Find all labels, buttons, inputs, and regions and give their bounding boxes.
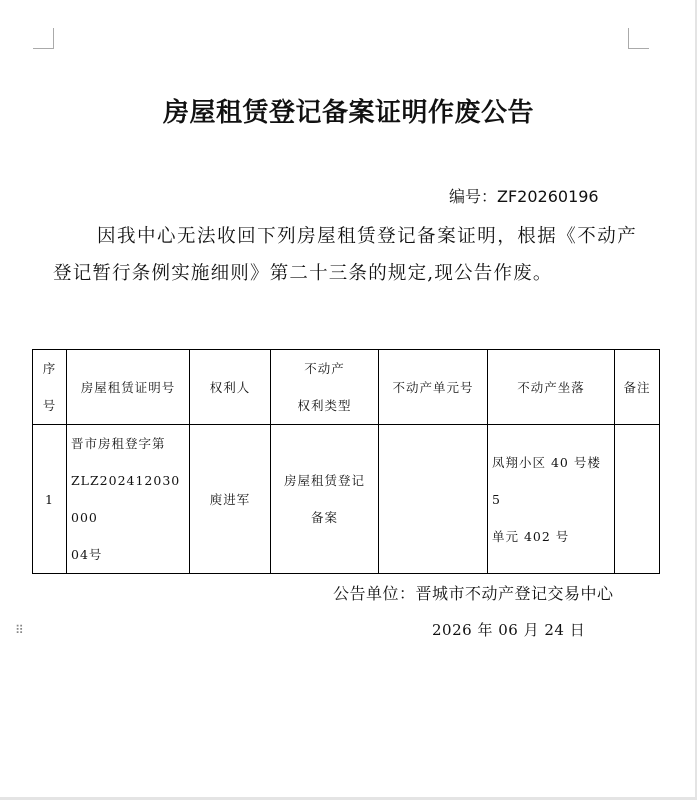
header-right-type: [271, 350, 379, 425]
crop-mark-top-right: [628, 28, 649, 49]
void-notice-table: [32, 349, 660, 574]
table-header-row: [33, 350, 660, 425]
cell-cert-no-line-1: 晋市房租登字第: [71, 436, 166, 451]
header-holder: 权利人: [190, 350, 271, 425]
drag-handle-icon[interactable]: ⠿: [15, 623, 24, 637]
cell-cert-no: [67, 425, 190, 574]
cell-remark: [615, 425, 660, 574]
cell-location: [488, 425, 615, 574]
cell-right-type-line-1: 房屋租赁登记: [283, 473, 365, 488]
cell-location-line-1: 凤翔小区 40 号楼 5: [492, 454, 601, 507]
cell-right-type: [271, 425, 379, 574]
table-row: [33, 425, 660, 574]
cell-cert-no-line-2: ZLZ202412030000: [71, 473, 181, 525]
document-number: 编号：ZF20260196: [449, 187, 599, 206]
cell-right-type-line-2: 备案: [310, 510, 338, 525]
header-seq-line-1: 序: [42, 361, 57, 376]
header-cert-no: 房屋租赁证明号: [67, 350, 190, 425]
header-right-type-line-2: 权利类型: [297, 398, 352, 413]
issue-date: 2026 年 06 月 24 日: [432, 621, 586, 639]
cell-holder: 庾进军: [190, 425, 271, 574]
header-unit-no: 不动产单元号: [379, 350, 488, 425]
header-seq-line-2: 号: [42, 398, 57, 413]
header-remark: 备注: [615, 350, 660, 425]
cell-location-line-2: 单元 402 号: [492, 528, 570, 544]
crop-mark-top-left: [33, 28, 54, 49]
document-title: 房屋租赁登记备案证明作废公告: [162, 98, 534, 128]
header-location: 不动产坐落: [488, 350, 615, 425]
header-seq: [33, 350, 67, 425]
header-right-type-line-1: 不动产: [304, 361, 345, 376]
body-paragraph: 因我中心无法收回下列房屋租赁登记备案证明，根据《不动产登记暂行条例实施细则》第二十三条的规定,现公告作废。: [53, 226, 637, 284]
cell-unit-no: [379, 425, 488, 574]
cell-seq: 1: [33, 425, 67, 574]
cell-cert-no-line-3: 04号: [71, 547, 103, 562]
issuing-unit: 公告单位：晋城市不动产登记交易中心: [333, 584, 614, 603]
